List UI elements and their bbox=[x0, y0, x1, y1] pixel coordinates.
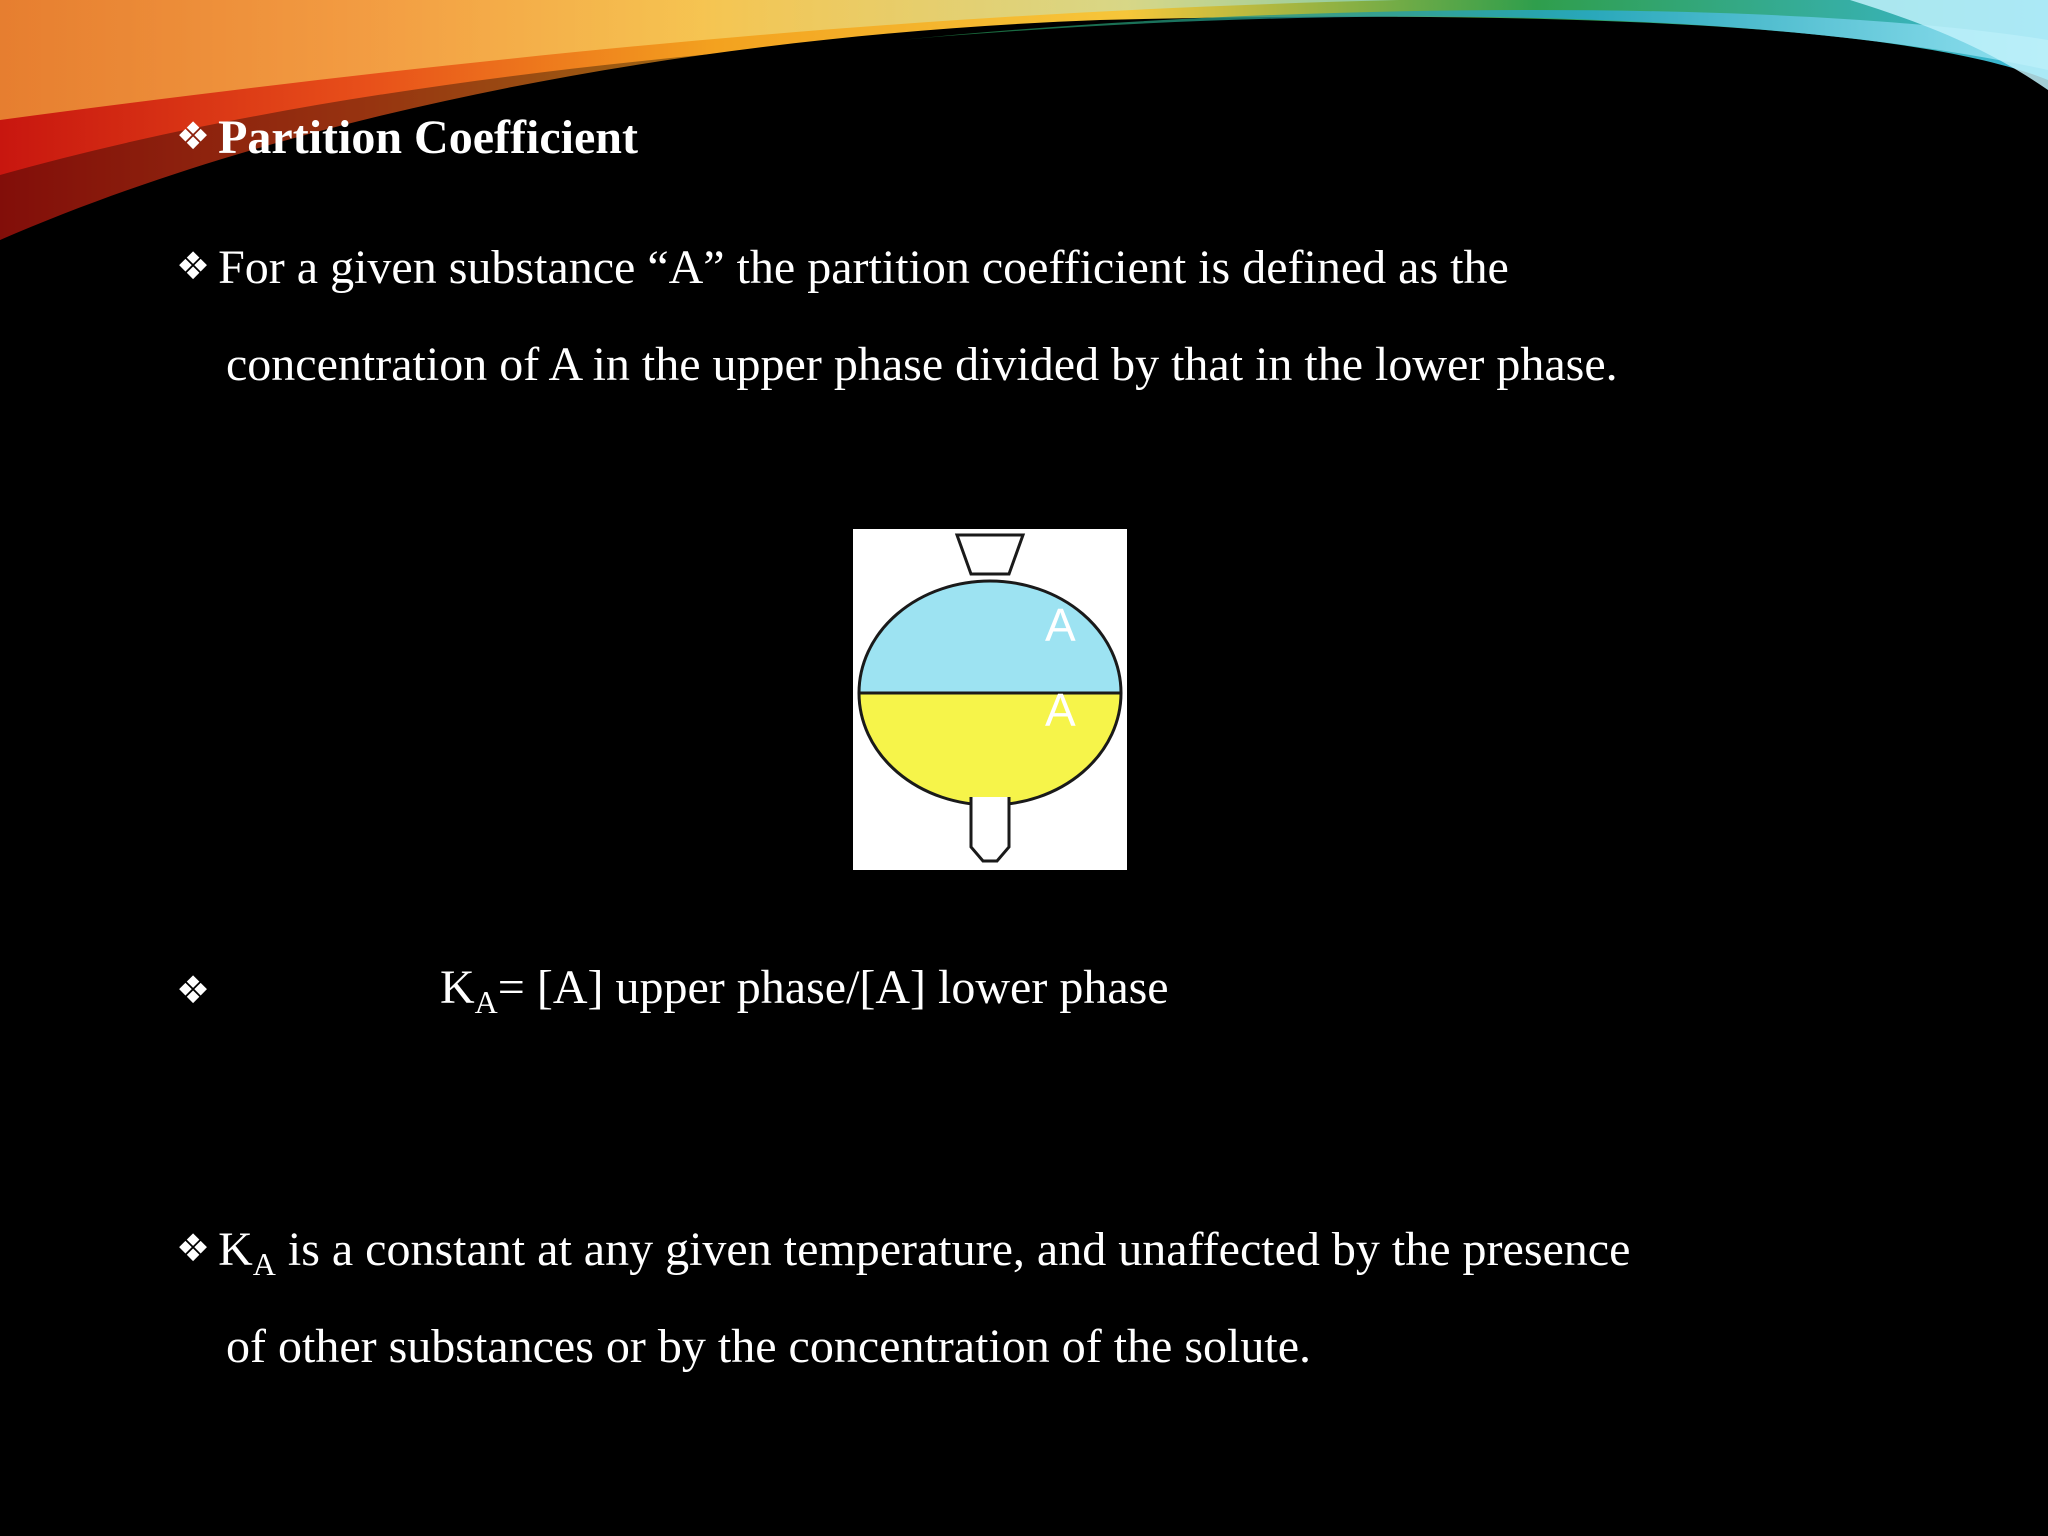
bullet-icon: ❖ bbox=[176, 114, 211, 158]
slide-title-text: Partition Coefficient bbox=[218, 111, 638, 164]
slide-title bbox=[176, 110, 638, 165]
bullet-icon: ❖ bbox=[176, 968, 211, 1012]
definition-paragraph bbox=[176, 218, 1822, 413]
separatory-funnel-icon bbox=[853, 529, 1127, 870]
formula-subscript: A bbox=[474, 984, 498, 1020]
upper-phase-label: A bbox=[1045, 599, 1076, 651]
constant-paragraph bbox=[176, 1200, 1822, 1395]
upper-phase bbox=[853, 569, 1127, 693]
bullet-icon: ❖ bbox=[176, 1226, 211, 1270]
constant-line-1: ❖ $K_A$ is a constant at any given temperature, and unaffected by the presence bbox=[176, 1223, 1631, 1282]
funnel-stem bbox=[971, 797, 1009, 861]
bullet-icon: ❖ bbox=[176, 244, 211, 288]
constant-line-2: of other substances or by the concentration of the solute. bbox=[226, 1320, 1312, 1373]
partition-formula: $K_A= [A]$ upper phase/[A] lower phase bbox=[440, 961, 1169, 1020]
lower-phase-label: A bbox=[1045, 684, 1076, 736]
definition-line-1: ❖ For a given substance “A” the partition coefficient is defined as the bbox=[176, 241, 1509, 294]
stopper bbox=[957, 535, 1023, 574]
definition-line-2: concentration of A in the upper phase divided by that in the lower phase. bbox=[226, 338, 1618, 391]
separatory-funnel-figure bbox=[853, 529, 1127, 870]
